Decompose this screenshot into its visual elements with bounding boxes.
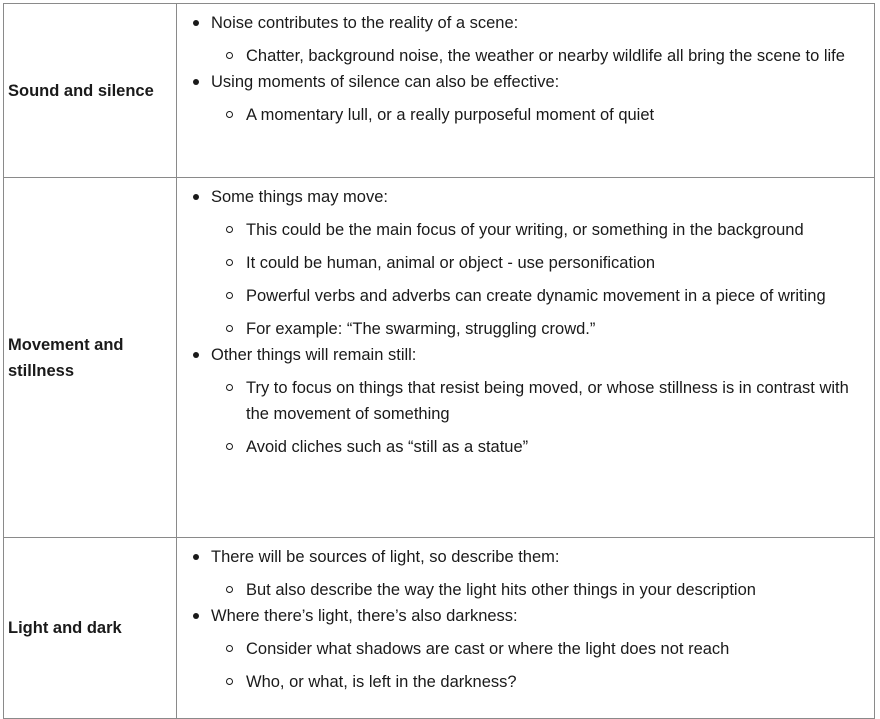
sub-bullet-list — [211, 577, 864, 603]
sub-list-item-text: Powerful verbs and adverbs can create dynamic movement in a piece of writing — [246, 287, 826, 305]
filled-bullet-icon — [193, 194, 199, 200]
list-item-text: Some things may move: — [211, 188, 388, 206]
list-item — [189, 544, 864, 603]
sub-list-item-text: Try to focus on things that resist being moved, or whose stillness is in contrast with the movement of something — [246, 379, 849, 423]
sub-list-item-text: Consider what shadows are cast or where the light does not reach — [246, 640, 730, 658]
sub-bullet-list — [211, 43, 864, 69]
table-row — [4, 538, 875, 719]
sub-list-item — [211, 669, 864, 695]
sub-list-item-text: A momentary lull, or a really purposeful moment of quiet — [246, 106, 655, 124]
filled-bullet-icon — [193, 613, 199, 619]
sub-bullet-list — [211, 102, 864, 128]
hollow-bullet-icon — [226, 259, 233, 266]
filled-bullet-icon — [193, 352, 199, 358]
list-item-text: There will be sources of light, so describe them: — [211, 548, 560, 566]
list-item-text: Where there’s light, there’s also darkness: — [211, 607, 518, 625]
sub-list-item — [211, 375, 864, 427]
hollow-bullet-icon — [226, 645, 233, 652]
sub-list-item — [211, 102, 864, 128]
row-label-movement-and-stillness: Movement and stillness — [4, 178, 177, 538]
sub-list-item-text: For example: “The swarming, struggling crowd.” — [246, 320, 596, 338]
list-item-text: Other things will remain still: — [211, 346, 417, 364]
sub-list-item-text: Who, or what, is left in the darkness? — [246, 673, 517, 691]
bullet-list — [189, 184, 864, 460]
table-row — [4, 178, 875, 538]
sub-bullet-list — [211, 217, 864, 342]
hollow-bullet-icon — [226, 678, 233, 685]
filled-bullet-icon — [193, 20, 199, 26]
sub-list-item — [211, 283, 864, 309]
sub-list-item — [211, 250, 864, 276]
sub-bullet-list — [211, 636, 864, 695]
list-item — [189, 342, 864, 460]
row-content-sound-and-silence — [177, 4, 875, 178]
sub-list-item-text: It could be human, animal or object - use personification — [246, 254, 656, 272]
hollow-bullet-icon — [226, 226, 233, 233]
bullet-list — [189, 544, 864, 695]
hollow-bullet-icon — [226, 325, 233, 332]
list-item — [189, 10, 864, 69]
list-item — [189, 603, 864, 695]
filled-bullet-icon — [193, 554, 199, 560]
sub-list-item — [211, 43, 864, 69]
sub-list-item-text: Chatter, background noise, the weather or nearby wildlife all bring the scene to life — [246, 47, 845, 65]
row-label-light-and-dark: Light and dark — [4, 538, 177, 719]
sub-list-item — [211, 434, 864, 460]
sub-list-item — [211, 316, 864, 342]
list-item — [189, 184, 864, 342]
sub-list-item — [211, 217, 864, 243]
hollow-bullet-icon — [226, 292, 233, 299]
hollow-bullet-icon — [226, 384, 233, 391]
hollow-bullet-icon — [226, 443, 233, 450]
notes-table — [3, 3, 875, 719]
row-content-light-and-dark — [177, 538, 875, 719]
list-item — [189, 69, 864, 128]
sub-list-item-text: Avoid cliches such as “still as a statue” — [246, 438, 529, 456]
hollow-bullet-icon — [226, 111, 233, 118]
list-item-text: Noise contributes to the reality of a scene: — [211, 14, 519, 32]
sub-list-item-text: This could be the main focus of your writing, or something in the background — [246, 221, 804, 239]
filled-bullet-icon — [193, 79, 199, 85]
sub-bullet-list — [211, 375, 864, 460]
sub-list-item — [211, 636, 864, 662]
hollow-bullet-icon — [226, 52, 233, 59]
row-content-movement-and-stillness — [177, 178, 875, 538]
table-row — [4, 4, 875, 178]
row-label-sound-and-silence: Sound and silence — [4, 4, 177, 178]
bullet-list — [189, 10, 864, 128]
list-item-text: Using moments of silence can also be effective: — [211, 73, 560, 91]
sub-list-item — [211, 577, 864, 603]
hollow-bullet-icon — [226, 586, 233, 593]
sub-list-item-text: But also describe the way the light hits other things in your description — [246, 581, 756, 599]
